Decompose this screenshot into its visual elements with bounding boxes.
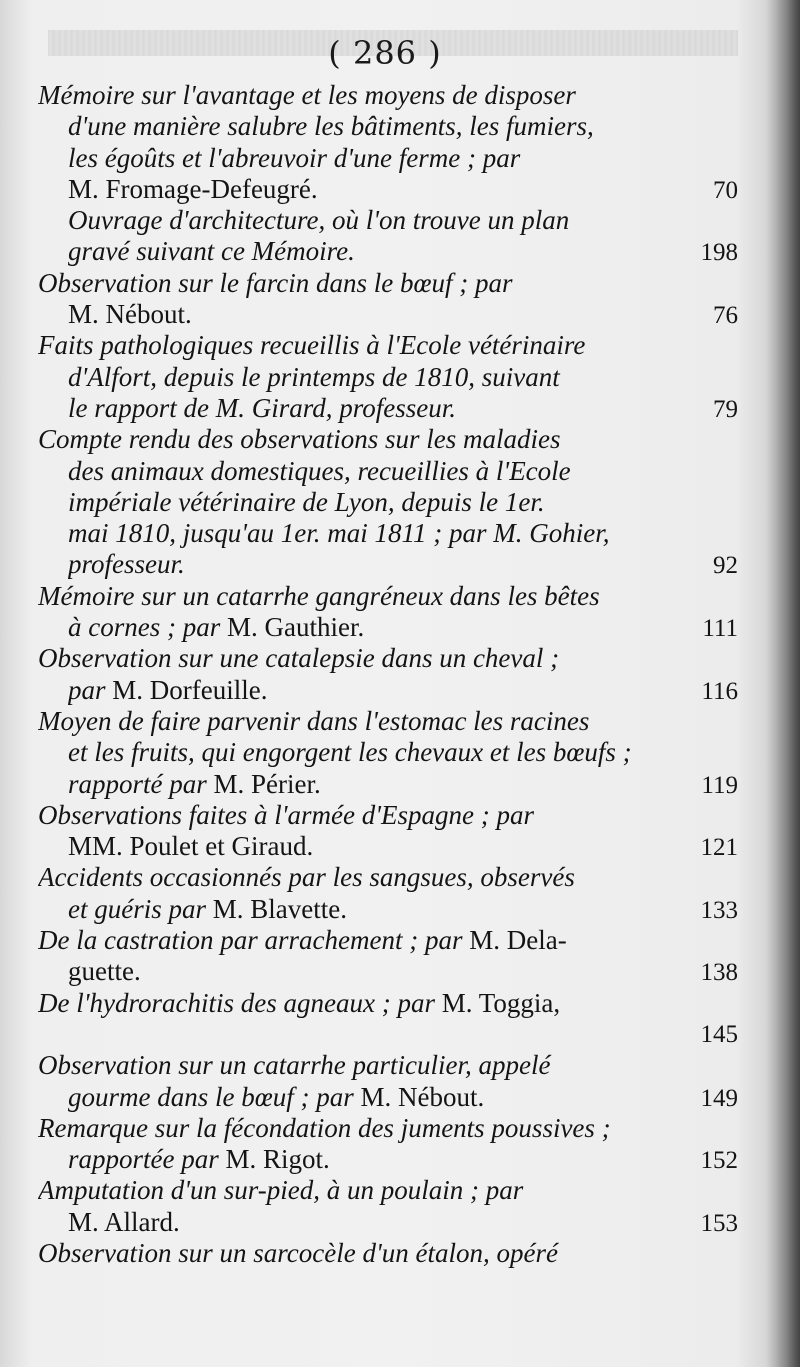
entry-author: M. Toggia,	[434, 987, 561, 1018]
toc-line-text	[68, 362, 730, 393]
toc-line	[38, 393, 738, 424]
entry-title-text: Faits pathologiques recueillis à l'Ecole vétérinaire	[38, 330, 586, 361]
toc-line-text	[38, 988, 730, 1019]
toc-line-text	[68, 456, 730, 487]
toc-line-text	[68, 205, 730, 236]
toc-line-text	[68, 236, 693, 267]
toc-line-text	[38, 1113, 730, 1144]
entry-title-text: gourme dans le bœuf ; par	[68, 1081, 354, 1112]
page-number: ( 286 )	[328, 34, 442, 72]
toc-line	[38, 1082, 738, 1113]
toc-line-text	[38, 643, 730, 674]
toc-line	[38, 80, 738, 111]
toc-line	[38, 737, 738, 768]
toc-line	[38, 143, 738, 174]
toc-line	[38, 456, 738, 487]
toc-line	[38, 549, 738, 580]
toc-line	[38, 1144, 738, 1175]
entry-title-text: professeur.	[68, 549, 185, 580]
toc-line	[38, 956, 738, 987]
toc-line	[38, 643, 738, 674]
toc-line	[38, 988, 738, 1019]
entry-title-text: impériale vétérinaire de Lyon, depuis le 1er.	[68, 486, 545, 517]
toc-line-text	[38, 925, 730, 956]
toc-line	[38, 800, 738, 831]
entry-author: M. Périer.	[206, 768, 321, 799]
toc-line-text	[38, 80, 730, 111]
entry-title-text: le rapport de M. Girard, professeur.	[68, 392, 456, 423]
toc-line	[38, 299, 738, 330]
entry-title-text: d'une manière salubre les bâtiments, les fumiers,	[68, 111, 594, 142]
toc-line	[38, 424, 738, 455]
toc-line	[38, 236, 738, 267]
toc-line-text	[68, 769, 693, 800]
entry-author: M. Fromage-Defeugré.	[68, 173, 318, 204]
entry-title-text: Compte rendu des observations sur les maladies	[38, 424, 561, 455]
toc-line-text	[68, 174, 705, 205]
toc-line-text	[68, 1082, 693, 1113]
entry-author: M. Nébout.	[353, 1081, 485, 1112]
entry-page-number: 92	[713, 552, 738, 580]
toc-line-text	[38, 424, 730, 455]
toc-line	[38, 1019, 738, 1050]
toc-line	[38, 1238, 738, 1269]
entry-author: M. Rigot.	[218, 1144, 330, 1175]
entry-title-text: Ouvrage d'architecture, où l'on trouve un plan	[68, 205, 570, 236]
entry-title-text: par	[68, 674, 106, 705]
entry-page-number: 116	[701, 677, 738, 705]
entry-page-number: 198	[700, 239, 738, 267]
toc-line	[38, 268, 738, 299]
toc-line	[38, 487, 738, 518]
entry-author: M. Allard.	[68, 1206, 180, 1237]
table-of-contents	[38, 80, 738, 1269]
toc-line-text	[38, 1238, 730, 1269]
toc-line	[38, 581, 738, 612]
entry-title-text: Remarque sur la fécondation des juments poussives ;	[38, 1112, 611, 1143]
toc-line-text	[38, 581, 730, 612]
toc-line-text	[38, 706, 730, 737]
entry-page-number: 149	[700, 1084, 738, 1112]
toc-line-text	[68, 737, 730, 768]
entry-title-text: Observation sur un sarcocèle d'un étalon, opéré	[38, 1237, 558, 1268]
entry-title-text: gravé suivant ce Mémoire.	[68, 236, 355, 267]
toc-line-text	[68, 487, 730, 518]
toc-line-text	[68, 143, 730, 174]
toc-line-text	[68, 111, 730, 142]
toc-line	[38, 862, 738, 893]
entry-title-text: Amputation d'un sur-pied, à un poulain ; par	[38, 1175, 524, 1206]
entry-page-number: 70	[713, 176, 738, 204]
toc-line-text	[38, 268, 730, 299]
entry-author: M. Dela-	[462, 925, 567, 956]
entry-page-number: 111	[702, 615, 738, 643]
toc-line-text	[68, 393, 705, 424]
entry-title-text: à cornes ; par	[68, 612, 221, 643]
entry-page-number: 121	[700, 834, 738, 862]
toc-line	[38, 894, 738, 925]
entry-title-text: Mémoire sur l'avantage et les moyens de disposer	[38, 80, 576, 110]
toc-line	[38, 1175, 738, 1206]
entry-author: MM. Poulet et Giraud.	[68, 831, 314, 862]
toc-line	[38, 675, 738, 706]
entry-author: M. Blavette.	[206, 893, 347, 924]
toc-line	[38, 706, 738, 737]
toc-line	[38, 205, 738, 236]
toc-line	[38, 925, 738, 956]
toc-line-text	[68, 299, 705, 330]
toc-line-text	[38, 1050, 730, 1081]
entry-title-text: Mémoire sur un catarrhe gangréneux dans les bêtes	[38, 580, 600, 611]
toc-line-text	[68, 956, 693, 987]
entry-title-text: rapportée par	[68, 1144, 219, 1175]
toc-line-text	[68, 612, 694, 643]
entry-author: guette.	[68, 956, 141, 987]
entry-title-text: Observation sur le farcin dans le bœuf ; par	[38, 267, 513, 298]
entry-title-text: De l'hydrorachitis des agneaux ; par	[38, 987, 435, 1018]
toc-line	[38, 362, 738, 393]
entry-title-text: Accidents occasionnés par les sangsues, observés	[38, 862, 575, 893]
entry-title-text: Observation sur une catalepsie dans un cheval ;	[38, 643, 560, 674]
toc-line	[38, 1207, 738, 1238]
entry-title-text: d'Alfort, depuis le printemps de 1810, suivant	[68, 361, 560, 392]
toc-line	[38, 111, 738, 142]
entry-page-number: 153	[700, 1209, 738, 1237]
toc-line-text	[38, 862, 730, 893]
entry-title-text: mai 1810, jusqu'au 1er. mai 1811 ; par M. Gohier,	[68, 518, 610, 549]
toc-line-text	[68, 831, 693, 862]
entry-title-text: Moyen de faire parvenir dans l'estomac les racines	[38, 705, 590, 736]
toc-line-text	[38, 1175, 730, 1206]
entry-title-text: De la castration par arrachement ; par	[38, 925, 463, 956]
toc-line-text	[68, 518, 730, 549]
toc-line-text	[68, 549, 705, 580]
toc-line-text	[38, 330, 730, 361]
entry-page-number: 79	[713, 395, 738, 423]
toc-line	[38, 769, 738, 800]
entry-title-text: rapporté par	[68, 768, 207, 799]
toc-line-text	[38, 800, 730, 831]
entry-title-text: Observation sur un catarrhe particulier, appelé	[38, 1050, 551, 1081]
toc-line	[38, 1113, 738, 1144]
entry-page-number: 76	[713, 302, 738, 330]
entry-author: M. Dorfeuille.	[105, 674, 268, 705]
entry-title-text: et guéris par	[68, 893, 206, 924]
entry-page-number: 138	[700, 959, 738, 987]
entry-page-number: 133	[700, 896, 738, 924]
entry-page-number: 152	[700, 1147, 738, 1175]
entry-page-number: 145	[700, 1020, 738, 1048]
toc-line-text	[68, 675, 693, 706]
binding-shadow	[766, 0, 800, 1367]
entry-author: M. Nébout.	[68, 299, 192, 330]
toc-line	[38, 612, 738, 643]
entry-page-number: 119	[701, 771, 738, 799]
toc-line-text	[68, 894, 693, 925]
entry-title-text: les égoûts et l'abreuvoir d'une ferme ; par	[68, 142, 521, 173]
entry-author: M. Gauthier.	[220, 612, 365, 643]
toc-line	[38, 330, 738, 361]
toc-line	[38, 174, 738, 205]
toc-line-text	[68, 1207, 693, 1238]
toc-line-text	[68, 1144, 693, 1175]
toc-line	[38, 1050, 738, 1081]
entry-title-text: Observations faites à l'armée d'Espagne ; par	[38, 799, 534, 830]
toc-line	[38, 831, 738, 862]
entry-title-text: des animaux domestiques, recueillies à l'Ecole	[68, 455, 571, 486]
toc-line	[38, 518, 738, 549]
entry-title-text: et les fruits, qui engorgent les chevaux et les bœufs ;	[68, 737, 632, 768]
